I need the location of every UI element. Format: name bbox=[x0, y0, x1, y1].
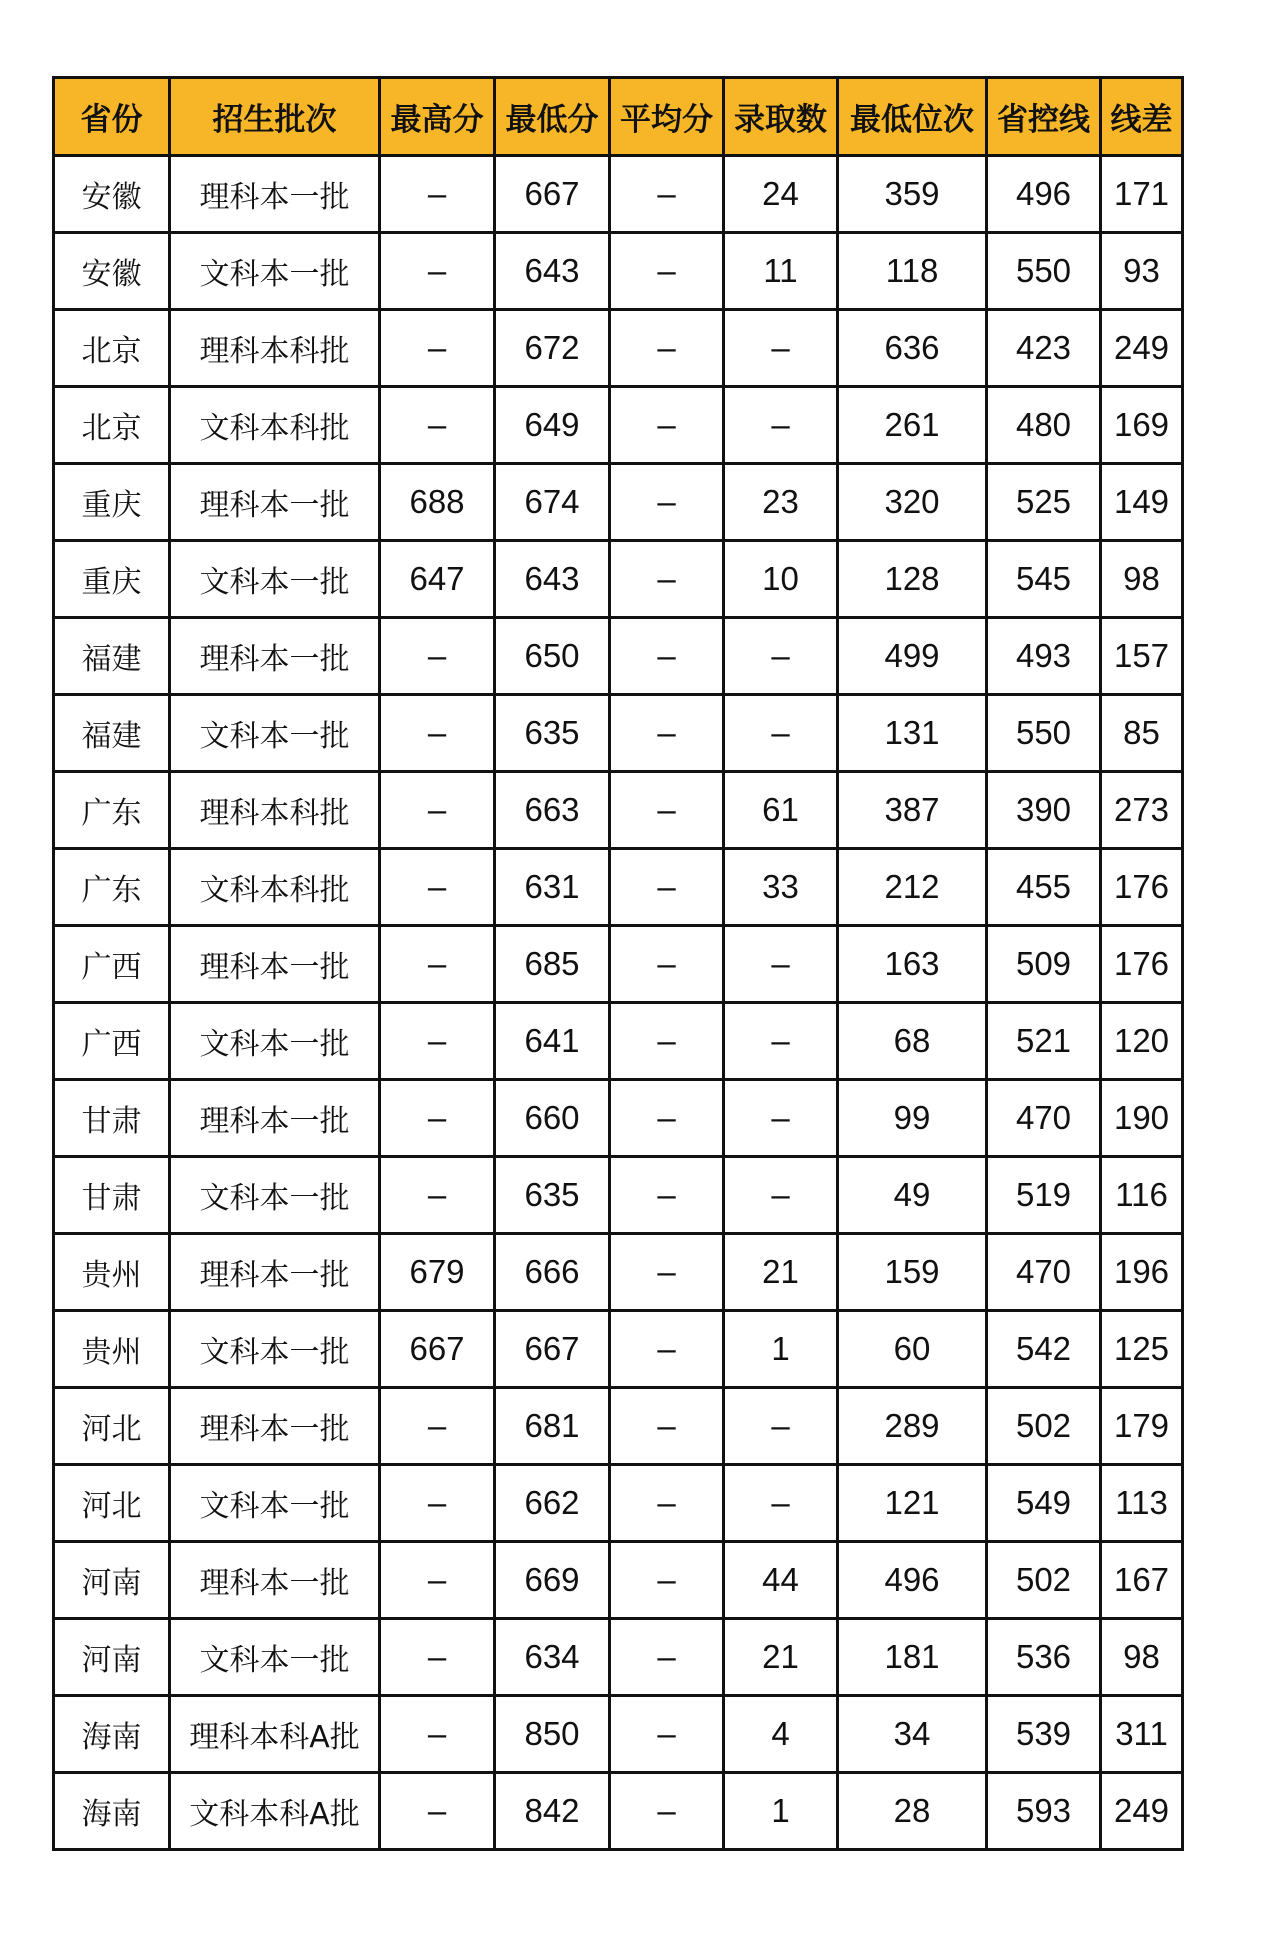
min-score-cell: 850 bbox=[495, 1696, 610, 1773]
max-score-cell: 688 bbox=[380, 464, 495, 541]
max-score-cell: – bbox=[380, 1619, 495, 1696]
line-diff-cell: 311 bbox=[1101, 1696, 1183, 1773]
min-rank-cell: 212 bbox=[838, 849, 987, 926]
min-score-cell: 681 bbox=[495, 1388, 610, 1465]
min-rank-cell: 163 bbox=[838, 926, 987, 1003]
min-score-cell: 666 bbox=[495, 1234, 610, 1311]
control-line-cell: 502 bbox=[987, 1388, 1101, 1465]
table-header bbox=[54, 78, 1183, 156]
table-row bbox=[54, 1542, 1183, 1619]
province-cell: 安徽 bbox=[54, 233, 170, 310]
max-score-cell: – bbox=[380, 1465, 495, 1542]
table-row bbox=[54, 1465, 1183, 1542]
min-score-cell: 634 bbox=[495, 1619, 610, 1696]
line-diff-cell: 176 bbox=[1101, 926, 1183, 1003]
header-province: 省份 bbox=[54, 78, 170, 156]
table-row bbox=[54, 1157, 1183, 1234]
admitted-count-cell: 21 bbox=[724, 1234, 838, 1311]
control-line-cell: 455 bbox=[987, 849, 1101, 926]
province-cell: 广西 bbox=[54, 1003, 170, 1080]
batch-cell: 文科本一批 bbox=[170, 1465, 380, 1542]
max-score-cell: – bbox=[380, 156, 495, 233]
table-row bbox=[54, 926, 1183, 1003]
province-cell: 甘肃 bbox=[54, 1157, 170, 1234]
min-rank-cell: 636 bbox=[838, 310, 987, 387]
batch-cell: 理科本一批 bbox=[170, 464, 380, 541]
min-score-cell: 663 bbox=[495, 772, 610, 849]
min-rank-cell: 289 bbox=[838, 1388, 987, 1465]
min-rank-cell: 159 bbox=[838, 1234, 987, 1311]
table-row bbox=[54, 695, 1183, 772]
control-line-cell: 539 bbox=[987, 1696, 1101, 1773]
max-score-cell: 679 bbox=[380, 1234, 495, 1311]
admitted-count-cell: – bbox=[724, 695, 838, 772]
max-score-cell: – bbox=[380, 233, 495, 310]
min-score-cell: 631 bbox=[495, 849, 610, 926]
table-row bbox=[54, 1619, 1183, 1696]
batch-cell: 文科本一批 bbox=[170, 695, 380, 772]
min-rank-cell: 99 bbox=[838, 1080, 987, 1157]
control-line-cell: 519 bbox=[987, 1157, 1101, 1234]
province-cell: 广东 bbox=[54, 849, 170, 926]
province-cell: 重庆 bbox=[54, 464, 170, 541]
avg-score-cell: – bbox=[610, 618, 724, 695]
header-avg-score: 平均分 bbox=[610, 78, 724, 156]
admitted-count-cell: 44 bbox=[724, 1542, 838, 1619]
admitted-count-cell: 61 bbox=[724, 772, 838, 849]
max-score-cell: – bbox=[380, 387, 495, 464]
admitted-count-cell: 4 bbox=[724, 1696, 838, 1773]
admitted-count-cell: – bbox=[724, 618, 838, 695]
control-line-cell: 423 bbox=[987, 310, 1101, 387]
table-row bbox=[54, 618, 1183, 695]
control-line-cell: 542 bbox=[987, 1311, 1101, 1388]
admitted-count-cell: 1 bbox=[724, 1773, 838, 1850]
control-line-cell: 549 bbox=[987, 1465, 1101, 1542]
min-score-cell: 667 bbox=[495, 1311, 610, 1388]
min-rank-cell: 118 bbox=[838, 233, 987, 310]
batch-cell: 文科本科A批 bbox=[170, 1773, 380, 1850]
header-batch: 招生批次 bbox=[170, 78, 380, 156]
avg-score-cell: – bbox=[610, 1388, 724, 1465]
max-score-cell: – bbox=[380, 695, 495, 772]
line-diff-cell: 157 bbox=[1101, 618, 1183, 695]
line-diff-cell: 179 bbox=[1101, 1388, 1183, 1465]
batch-cell: 理科本一批 bbox=[170, 618, 380, 695]
min-score-cell: 650 bbox=[495, 618, 610, 695]
admitted-count-cell: – bbox=[724, 387, 838, 464]
min-score-cell: 674 bbox=[495, 464, 610, 541]
batch-cell: 文科本一批 bbox=[170, 1157, 380, 1234]
province-cell: 广东 bbox=[54, 772, 170, 849]
batch-cell: 文科本一批 bbox=[170, 233, 380, 310]
line-diff-cell: 125 bbox=[1101, 1311, 1183, 1388]
line-diff-cell: 171 bbox=[1101, 156, 1183, 233]
avg-score-cell: – bbox=[610, 849, 724, 926]
avg-score-cell: – bbox=[610, 695, 724, 772]
control-line-cell: 470 bbox=[987, 1234, 1101, 1311]
batch-cell: 文科本一批 bbox=[170, 541, 380, 618]
admitted-count-cell: 10 bbox=[724, 541, 838, 618]
province-cell: 贵州 bbox=[54, 1234, 170, 1311]
admitted-count-cell: 21 bbox=[724, 1619, 838, 1696]
min-score-cell: 641 bbox=[495, 1003, 610, 1080]
admitted-count-cell: – bbox=[724, 1465, 838, 1542]
province-cell: 河南 bbox=[54, 1619, 170, 1696]
min-score-cell: 662 bbox=[495, 1465, 610, 1542]
control-line-cell: 550 bbox=[987, 233, 1101, 310]
admission-score-table bbox=[52, 76, 1184, 1851]
table-row bbox=[54, 233, 1183, 310]
max-score-cell: – bbox=[380, 772, 495, 849]
control-line-cell: 390 bbox=[987, 772, 1101, 849]
line-diff-cell: 190 bbox=[1101, 1080, 1183, 1157]
avg-score-cell: – bbox=[610, 387, 724, 464]
batch-cell: 文科本一批 bbox=[170, 1619, 380, 1696]
admitted-count-cell: – bbox=[724, 1003, 838, 1080]
table-row bbox=[54, 387, 1183, 464]
admitted-count-cell: 1 bbox=[724, 1311, 838, 1388]
min-rank-cell: 121 bbox=[838, 1465, 987, 1542]
line-diff-cell: 113 bbox=[1101, 1465, 1183, 1542]
control-line-cell: 480 bbox=[987, 387, 1101, 464]
line-diff-cell: 85 bbox=[1101, 695, 1183, 772]
table-row bbox=[54, 1234, 1183, 1311]
max-score-cell: – bbox=[380, 1696, 495, 1773]
min-score-cell: 635 bbox=[495, 695, 610, 772]
min-rank-cell: 359 bbox=[838, 156, 987, 233]
batch-cell: 文科本一批 bbox=[170, 1003, 380, 1080]
province-cell: 福建 bbox=[54, 618, 170, 695]
table-body bbox=[54, 156, 1183, 1850]
control-line-cell: 525 bbox=[987, 464, 1101, 541]
header-control-line: 省控线 bbox=[987, 78, 1101, 156]
avg-score-cell: – bbox=[610, 1311, 724, 1388]
control-line-cell: 550 bbox=[987, 695, 1101, 772]
admitted-count-cell: 23 bbox=[724, 464, 838, 541]
line-diff-cell: 273 bbox=[1101, 772, 1183, 849]
batch-cell: 理科本一批 bbox=[170, 156, 380, 233]
min-score-cell: 649 bbox=[495, 387, 610, 464]
min-rank-cell: 60 bbox=[838, 1311, 987, 1388]
line-diff-cell: 176 bbox=[1101, 849, 1183, 926]
max-score-cell: – bbox=[380, 926, 495, 1003]
avg-score-cell: – bbox=[610, 464, 724, 541]
max-score-cell: – bbox=[380, 1003, 495, 1080]
table-row bbox=[54, 849, 1183, 926]
province-cell: 海南 bbox=[54, 1696, 170, 1773]
province-cell: 河北 bbox=[54, 1465, 170, 1542]
min-score-cell: 685 bbox=[495, 926, 610, 1003]
avg-score-cell: – bbox=[610, 1696, 724, 1773]
min-rank-cell: 34 bbox=[838, 1696, 987, 1773]
table-row bbox=[54, 310, 1183, 387]
header-min-rank: 最低位次 bbox=[838, 78, 987, 156]
province-cell: 贵州 bbox=[54, 1311, 170, 1388]
min-score-cell: 635 bbox=[495, 1157, 610, 1234]
line-diff-cell: 116 bbox=[1101, 1157, 1183, 1234]
avg-score-cell: – bbox=[610, 233, 724, 310]
table-row bbox=[54, 541, 1183, 618]
line-diff-cell: 120 bbox=[1101, 1003, 1183, 1080]
control-line-cell: 502 bbox=[987, 1542, 1101, 1619]
admitted-count-cell: 24 bbox=[724, 156, 838, 233]
min-score-cell: 643 bbox=[495, 541, 610, 618]
max-score-cell: – bbox=[380, 1773, 495, 1850]
line-diff-cell: 149 bbox=[1101, 464, 1183, 541]
admitted-count-cell: – bbox=[724, 1080, 838, 1157]
avg-score-cell: – bbox=[610, 156, 724, 233]
avg-score-cell: – bbox=[610, 541, 724, 618]
avg-score-cell: – bbox=[610, 1157, 724, 1234]
max-score-cell: – bbox=[380, 310, 495, 387]
max-score-cell: – bbox=[380, 1388, 495, 1465]
line-diff-cell: 196 bbox=[1101, 1234, 1183, 1311]
avg-score-cell: – bbox=[610, 1234, 724, 1311]
line-diff-cell: 167 bbox=[1101, 1542, 1183, 1619]
min-rank-cell: 387 bbox=[838, 772, 987, 849]
avg-score-cell: – bbox=[610, 926, 724, 1003]
province-cell: 福建 bbox=[54, 695, 170, 772]
batch-cell: 理科本科批 bbox=[170, 310, 380, 387]
min-rank-cell: 496 bbox=[838, 1542, 987, 1619]
header-max-score: 最高分 bbox=[380, 78, 495, 156]
province-cell: 北京 bbox=[54, 387, 170, 464]
min-rank-cell: 320 bbox=[838, 464, 987, 541]
avg-score-cell: – bbox=[610, 310, 724, 387]
min-score-cell: 667 bbox=[495, 156, 610, 233]
control-line-cell: 493 bbox=[987, 618, 1101, 695]
min-rank-cell: 68 bbox=[838, 1003, 987, 1080]
table-row bbox=[54, 1080, 1183, 1157]
control-line-cell: 509 bbox=[987, 926, 1101, 1003]
min-score-cell: 660 bbox=[495, 1080, 610, 1157]
avg-score-cell: – bbox=[610, 1003, 724, 1080]
admitted-count-cell: – bbox=[724, 926, 838, 1003]
admitted-count-cell: – bbox=[724, 310, 838, 387]
admitted-count-cell: 11 bbox=[724, 233, 838, 310]
max-score-cell: – bbox=[380, 618, 495, 695]
batch-cell: 理科本一批 bbox=[170, 926, 380, 1003]
batch-cell: 理科本一批 bbox=[170, 1080, 380, 1157]
province-cell: 安徽 bbox=[54, 156, 170, 233]
line-diff-cell: 249 bbox=[1101, 310, 1183, 387]
admitted-count-cell: – bbox=[724, 1157, 838, 1234]
line-diff-cell: 249 bbox=[1101, 1773, 1183, 1850]
avg-score-cell: – bbox=[610, 1465, 724, 1542]
batch-cell: 文科本科批 bbox=[170, 849, 380, 926]
table-row bbox=[54, 464, 1183, 541]
min-rank-cell: 128 bbox=[838, 541, 987, 618]
max-score-cell: – bbox=[380, 1157, 495, 1234]
header-row bbox=[54, 78, 1183, 156]
table-row bbox=[54, 1696, 1183, 1773]
min-rank-cell: 49 bbox=[838, 1157, 987, 1234]
max-score-cell: – bbox=[380, 1080, 495, 1157]
control-line-cell: 496 bbox=[987, 156, 1101, 233]
min-score-cell: 672 bbox=[495, 310, 610, 387]
admitted-count-cell: 33 bbox=[724, 849, 838, 926]
province-cell: 广西 bbox=[54, 926, 170, 1003]
province-cell: 海南 bbox=[54, 1773, 170, 1850]
batch-cell: 理科本科批 bbox=[170, 772, 380, 849]
max-score-cell: – bbox=[380, 1542, 495, 1619]
avg-score-cell: – bbox=[610, 772, 724, 849]
table-row bbox=[54, 1388, 1183, 1465]
avg-score-cell: – bbox=[610, 1080, 724, 1157]
province-cell: 河北 bbox=[54, 1388, 170, 1465]
province-cell: 河南 bbox=[54, 1542, 170, 1619]
batch-cell: 理科本科A批 bbox=[170, 1696, 380, 1773]
control-line-cell: 545 bbox=[987, 541, 1101, 618]
line-diff-cell: 93 bbox=[1101, 233, 1183, 310]
min-score-cell: 643 bbox=[495, 233, 610, 310]
control-line-cell: 593 bbox=[987, 1773, 1101, 1850]
line-diff-cell: 169 bbox=[1101, 387, 1183, 464]
min-rank-cell: 181 bbox=[838, 1619, 987, 1696]
max-score-cell: 647 bbox=[380, 541, 495, 618]
control-line-cell: 536 bbox=[987, 1619, 1101, 1696]
line-diff-cell: 98 bbox=[1101, 1619, 1183, 1696]
batch-cell: 文科本一批 bbox=[170, 1311, 380, 1388]
min-rank-cell: 131 bbox=[838, 695, 987, 772]
table-row bbox=[54, 156, 1183, 233]
header-min-score: 最低分 bbox=[495, 78, 610, 156]
avg-score-cell: – bbox=[610, 1542, 724, 1619]
table-row bbox=[54, 1311, 1183, 1388]
batch-cell: 理科本一批 bbox=[170, 1234, 380, 1311]
min-rank-cell: 261 bbox=[838, 387, 987, 464]
province-cell: 北京 bbox=[54, 310, 170, 387]
control-line-cell: 470 bbox=[987, 1080, 1101, 1157]
max-score-cell: – bbox=[380, 849, 495, 926]
table-row bbox=[54, 1003, 1183, 1080]
control-line-cell: 521 bbox=[987, 1003, 1101, 1080]
table-row bbox=[54, 1773, 1183, 1850]
header-line-diff: 线差 bbox=[1101, 78, 1183, 156]
province-cell: 重庆 bbox=[54, 541, 170, 618]
batch-cell: 理科本一批 bbox=[170, 1542, 380, 1619]
avg-score-cell: – bbox=[610, 1773, 724, 1850]
min-score-cell: 842 bbox=[495, 1773, 610, 1850]
min-rank-cell: 28 bbox=[838, 1773, 987, 1850]
line-diff-cell: 98 bbox=[1101, 541, 1183, 618]
admitted-count-cell: – bbox=[724, 1388, 838, 1465]
min-rank-cell: 499 bbox=[838, 618, 987, 695]
header-admitted-count: 录取数 bbox=[724, 78, 838, 156]
avg-score-cell: – bbox=[610, 1619, 724, 1696]
province-cell: 甘肃 bbox=[54, 1080, 170, 1157]
batch-cell: 文科本科批 bbox=[170, 387, 380, 464]
max-score-cell: 667 bbox=[380, 1311, 495, 1388]
table-row bbox=[54, 772, 1183, 849]
batch-cell: 理科本一批 bbox=[170, 1388, 380, 1465]
min-score-cell: 669 bbox=[495, 1542, 610, 1619]
